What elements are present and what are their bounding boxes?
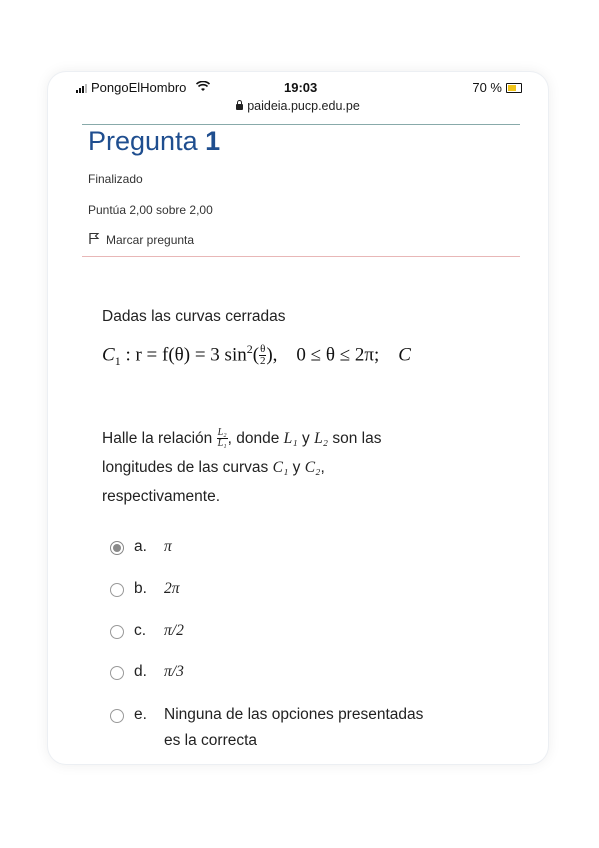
formula-sup: 2 xyxy=(246,342,253,356)
question-title-word: Pregunta xyxy=(88,126,198,156)
option-b[interactable] xyxy=(110,580,490,598)
formula-open: ( xyxy=(252,344,260,366)
formula-frac-top: θ xyxy=(260,343,266,356)
question-intro: Dadas las curvas cerradas xyxy=(102,308,286,325)
prompt-frac-top: L₂ xyxy=(217,427,227,439)
option-e-line-2: es la correcta xyxy=(164,732,258,749)
flag-label: Marcar pregunta xyxy=(106,233,195,247)
phone-screen xyxy=(48,72,548,764)
option-a[interactable] xyxy=(110,538,490,556)
option-b-letter: b. xyxy=(134,580,147,597)
carrier-name: PongoElHombro xyxy=(91,80,187,95)
formula-range: 0 ≤ θ ≤ 2π; xyxy=(296,344,380,366)
flag-icon xyxy=(88,232,100,248)
prompt-line-1 xyxy=(102,424,382,453)
url-bar[interactable] xyxy=(48,99,548,113)
formula-close: ), xyxy=(266,344,278,366)
formula-c1: C xyxy=(102,344,115,366)
option-d-radio[interactable] xyxy=(110,666,124,680)
option-c-text: π/2 xyxy=(164,622,184,639)
prompt-line-3: respectivamente. xyxy=(102,488,221,505)
formula-frac-bottom: 2 xyxy=(259,355,266,368)
option-d-text: π/3 xyxy=(164,663,184,680)
prompt-text-c: son las xyxy=(328,430,382,447)
prompt-frac-bottom: L₁ xyxy=(217,438,227,450)
question-number: 1 xyxy=(205,126,221,156)
option-c[interactable] xyxy=(110,622,490,640)
prompt-text-e: , xyxy=(320,459,325,476)
option-b-text: 2π xyxy=(164,580,180,597)
prompt-L1: L₁ xyxy=(283,430,298,447)
curve-formula xyxy=(102,342,411,369)
status-time: 19:03 xyxy=(284,80,318,95)
prompt-L2: L₂ xyxy=(314,430,329,447)
prompt-y2: y xyxy=(288,459,305,476)
option-c-radio[interactable] xyxy=(110,625,124,639)
battery-percent: 70 % xyxy=(472,80,502,95)
prompt-fraction xyxy=(217,428,228,449)
signal-icon xyxy=(76,83,87,93)
prompt-y: y xyxy=(297,430,315,447)
option-d-letter: d. xyxy=(134,663,147,680)
meta-divider xyxy=(82,256,520,257)
status-left xyxy=(76,80,210,95)
option-b-radio[interactable] xyxy=(110,583,124,597)
wifi-icon xyxy=(196,81,210,95)
question-title xyxy=(88,126,220,157)
question-score: Puntúa 2,00 sobre 2,00 xyxy=(88,203,213,217)
option-a-text: π xyxy=(164,538,172,555)
option-d[interactable] xyxy=(110,663,490,681)
status-bar xyxy=(48,72,548,100)
battery-icon xyxy=(506,83,522,93)
formula-c2-cut: C xyxy=(398,344,411,366)
prompt-text-b: , donde xyxy=(227,430,284,447)
formula-c1-sub: 1 xyxy=(114,354,121,369)
option-e-radio[interactable] xyxy=(110,709,124,723)
option-e[interactable] xyxy=(110,706,490,754)
formula-main: : r = f(θ) = 3 sin xyxy=(120,344,247,366)
question-prompt xyxy=(102,424,382,511)
flag-question-link[interactable] xyxy=(88,232,194,248)
option-e-line-1: Ninguna de las opciones presentadas xyxy=(164,706,424,723)
lock-icon xyxy=(236,104,243,110)
question-state: Finalizado xyxy=(88,172,143,186)
option-a-letter: a. xyxy=(134,538,147,555)
prompt-line-2 xyxy=(102,453,382,482)
option-e-letter: e. xyxy=(134,706,147,723)
prompt-C2: C₂ xyxy=(304,459,321,476)
option-a-radio[interactable] xyxy=(110,541,124,555)
option-e-text xyxy=(164,702,423,754)
status-right xyxy=(472,80,522,95)
prompt-C1: C₁ xyxy=(272,459,289,476)
header-divider xyxy=(82,124,520,125)
prompt-text-a: Halle la relación xyxy=(102,430,217,447)
prompt-text-d: longitudes de las curvas xyxy=(102,459,273,476)
url-text: paideia.pucp.edu.pe xyxy=(247,99,360,113)
option-c-letter: c. xyxy=(134,622,147,639)
